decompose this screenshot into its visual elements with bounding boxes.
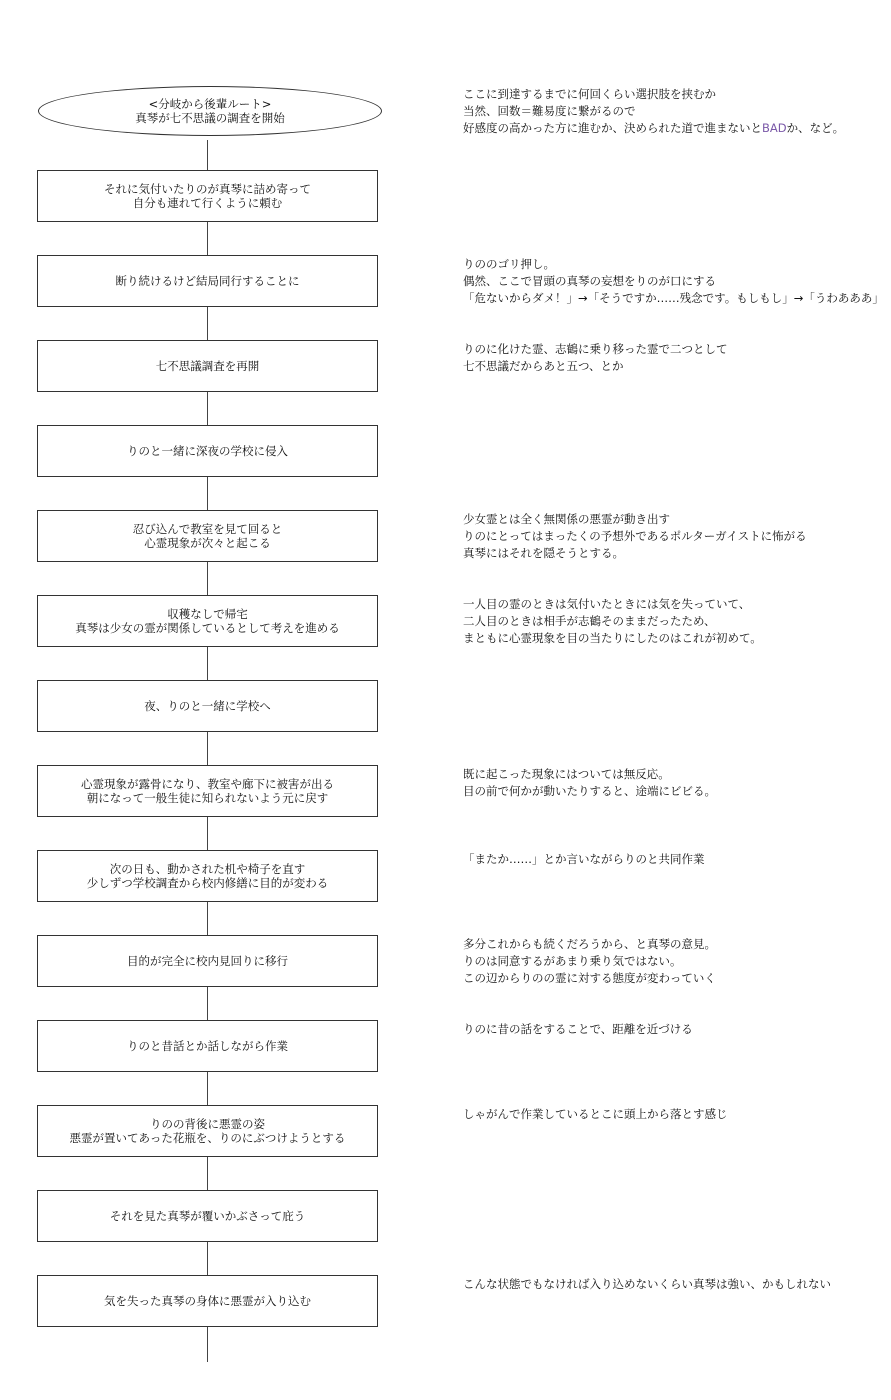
step-box-11 bbox=[37, 1020, 378, 1072]
note-reaction bbox=[463, 766, 883, 800]
step-box-14 bbox=[37, 1275, 378, 1327]
note-line: 「またか……」とか言いながらりのと共同作業 bbox=[463, 852, 705, 866]
step-box-8 bbox=[37, 765, 378, 817]
step-box-13 bbox=[37, 1190, 378, 1242]
step-text: 心霊現象が次々と起こる bbox=[144, 536, 271, 550]
note-rino-push bbox=[463, 256, 883, 307]
start-terminal bbox=[38, 86, 382, 136]
note-line: 少女霊とは全く無関係の悪霊が動き出す bbox=[463, 512, 670, 526]
note-line: りのにとってはまったくの予想外であるポルターガイストに怖がる bbox=[463, 529, 807, 543]
step-text: 収穫なしで帰宅 bbox=[167, 607, 248, 621]
note-old-stories bbox=[463, 1021, 883, 1038]
start-label-line1: <分岐から後輩ルート> bbox=[148, 97, 272, 111]
note-line: りのに化けた霊、志鶴に乗り移った霊で二つとして bbox=[463, 342, 728, 356]
note-line: 真琴にはそれを隠そうとする。 bbox=[463, 546, 624, 560]
note-joint-work bbox=[463, 851, 883, 868]
note-possession bbox=[463, 1276, 883, 1293]
step-text: 真琴は少女の霊が関係しているとして考えを進める bbox=[75, 621, 340, 635]
step-text: りのと昔話とか話しながら作業 bbox=[127, 1039, 288, 1053]
note-line: りのに昔の話をすることで、距離を近づける bbox=[463, 1022, 693, 1036]
note-line: 二人目のときは相手が志鶴そのままだったため、 bbox=[463, 614, 716, 628]
note-first-encounter bbox=[463, 596, 883, 647]
step-text: 少しずつ学校調査から校内修繕に目的が変わる bbox=[86, 876, 329, 890]
flow-connector-line bbox=[207, 140, 208, 1362]
note-line: 多分これからも続くだろうから、と真琴の意見。 bbox=[463, 937, 716, 951]
note-line: 七不思議だからあと五つ、とか bbox=[463, 359, 624, 373]
note-line: 目の前で何かが動いたりすると、途端にビビる。 bbox=[463, 784, 716, 798]
note-evil-spirit bbox=[463, 511, 883, 562]
step-box-5 bbox=[37, 510, 378, 562]
start-label-line2: 真琴が七不思議の調査を開始 bbox=[135, 111, 285, 125]
note-line: りののゴリ押し。 bbox=[463, 257, 555, 271]
note-line: 当然、回数＝難易度に繋がるので bbox=[463, 104, 636, 118]
step-text: 七不思議調査を再開 bbox=[155, 359, 260, 373]
step-box-7 bbox=[37, 680, 378, 732]
note-opinion bbox=[463, 936, 883, 987]
step-text: 断り続けるけど結局同行することに bbox=[115, 274, 300, 288]
step-text: それに気付いたりのが真琴に詰め寄って bbox=[104, 182, 311, 196]
step-box-4 bbox=[37, 425, 378, 477]
note-line: ここに到達するまでに何回くらい選択肢を挟むか bbox=[463, 87, 716, 101]
step-text: それを見た真琴が覆いかぶさって庇う bbox=[109, 1209, 306, 1223]
note-line: しゃがんで作業しているとこに頭上から落とす感じ bbox=[463, 1107, 728, 1121]
step-text: りのと一緒に深夜の学校に侵入 bbox=[127, 444, 288, 458]
step-text: 夜、りのと一緒に学校へ bbox=[144, 699, 271, 713]
step-box-1 bbox=[37, 170, 378, 222]
step-text: 気を失った真琴の身体に悪霊が入り込む bbox=[104, 1294, 311, 1308]
note-choices bbox=[463, 86, 883, 137]
step-box-2 bbox=[37, 255, 378, 307]
note-line: この辺からりのの霊に対する態度が変わっていく bbox=[463, 971, 716, 985]
bad-ending-text: BAD bbox=[762, 121, 787, 135]
step-box-10 bbox=[37, 935, 378, 987]
note-text: 好感度の高かった方に進むか、決められた道で進まないと bbox=[463, 121, 762, 135]
step-text: 忍び込んで教室を見て回ると bbox=[132, 522, 283, 536]
step-box-3 bbox=[37, 340, 378, 392]
step-box-12 bbox=[37, 1105, 378, 1157]
step-text: 心霊現象が露骨になり、教室や廊下に被害が出る bbox=[81, 777, 334, 791]
note-line: こんな状態でもなければ入り込めないくらい真琴は強い、かもしれない bbox=[463, 1277, 831, 1291]
step-text: 目的が完全に校内見回りに移行 bbox=[127, 954, 288, 968]
note-line: 「危ないからダメ！」→「そうですか……残念です。もしもし」→「うわあああ」 bbox=[463, 291, 884, 305]
step-text: 悪霊が置いてあった花瓶を、りのにぶつけようとする bbox=[69, 1131, 346, 1145]
note-line: りのは同意するがあまり乗り気ではない。 bbox=[463, 954, 682, 968]
step-box-9 bbox=[37, 850, 378, 902]
note-line: 偶然、ここで冒頭の真琴の妄想をりのが口にする bbox=[463, 274, 716, 288]
step-text: 朝になって一般生徒に知られないよう元に戻す bbox=[86, 791, 329, 805]
step-box-6 bbox=[37, 595, 378, 647]
note-line: 既に起こった現象にはついては無反応。 bbox=[463, 767, 670, 781]
note-line: まともに心霊現象を目の当たりにしたのはこれが初めて。 bbox=[463, 631, 762, 645]
note-seven-mysteries bbox=[463, 341, 883, 375]
note-drop bbox=[463, 1106, 883, 1123]
note-line: 一人目の霊のときは気付いたときには気を失っていて、 bbox=[463, 597, 751, 611]
note-text: か、など。 bbox=[786, 121, 845, 135]
step-text: 次の日も、動かされた机や椅子を直す bbox=[109, 862, 306, 876]
step-text: 自分も連れて行くように頼む bbox=[132, 196, 283, 210]
note-line bbox=[463, 120, 883, 137]
step-text: りのの背後に悪霊の姿 bbox=[150, 1117, 265, 1131]
